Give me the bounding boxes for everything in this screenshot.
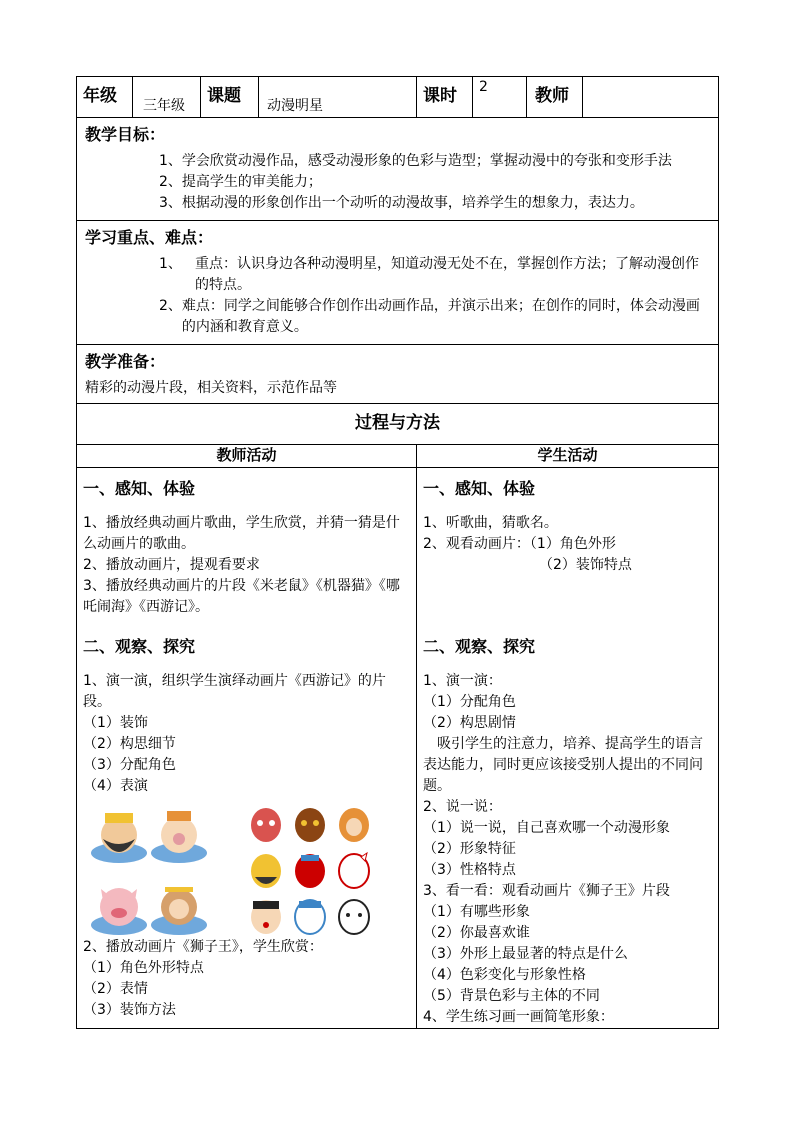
goal-item: 1、 学会欣赏动漫作品，感受动漫形象的色彩与造型；掌握动漫中的夸张和变形手法 bbox=[159, 153, 672, 169]
goal-item: 2、 提高学生的审美能力； bbox=[159, 174, 322, 190]
student-col-header: 学生活动 bbox=[417, 445, 719, 468]
student-activities bbox=[417, 468, 718, 1028]
mask-icon bbox=[335, 897, 373, 935]
student-s2-line: （2）构思剧情 bbox=[423, 715, 516, 731]
mask-icon bbox=[149, 877, 209, 937]
student-s2-line: （5）背景色彩与主体的不同 bbox=[423, 988, 600, 1004]
student-s2-line: （1）有哪些形象 bbox=[423, 904, 530, 920]
teacher-s2-title: 二、观察、探究 bbox=[83, 637, 196, 656]
mask-icon bbox=[89, 877, 149, 937]
keypoints-row bbox=[77, 221, 719, 345]
lesson-plan bbox=[76, 76, 718, 1029]
mask-icon bbox=[335, 851, 373, 889]
student-s1-title: 一、感知、体验 bbox=[423, 479, 536, 498]
topic-label: 课题 bbox=[201, 77, 259, 118]
teacher-s1-title: 一、感知、体验 bbox=[83, 479, 196, 498]
teacher-s1-line: 3、播放经典动画片的片段《米老鼠》《机器猫》《哪吒闹海》《西游记》。 bbox=[83, 578, 400, 615]
teacher-s2-line: （4）表演 bbox=[83, 778, 148, 794]
mask-icon bbox=[149, 805, 209, 865]
lesson-plan-table bbox=[76, 76, 719, 1029]
goal-item: 3、 根据动漫的形象创作出一个动听的动漫故事，培养学生的想象力，表达力。 bbox=[159, 195, 644, 211]
student-s2-line: （1）分配角色 bbox=[423, 694, 516, 710]
teacher-s2-line: （3）分配角色 bbox=[83, 757, 176, 773]
teacher-col-header: 教师活动 bbox=[77, 445, 417, 468]
student-s2-line: 3、看一看：观看动画片《狮子王》片段 bbox=[423, 883, 670, 899]
student-s2-line: （1）说一说，自己喜欢哪一个动漫形象 bbox=[423, 820, 670, 836]
keypoint-item: 1、 重点：认识身边各种动漫明星，知道动漫无处不在，掌握创作方法；了解动漫创作的特点。 bbox=[159, 256, 699, 293]
student-s2-line: （2）你最喜欢谁 bbox=[423, 925, 530, 941]
student-s2-title: 二、观察、探究 bbox=[423, 637, 536, 656]
goals-list bbox=[77, 151, 718, 214]
mask-icon bbox=[247, 851, 285, 889]
teacher-s2-line: （1）装饰 bbox=[83, 715, 148, 731]
journey-west-masks bbox=[89, 805, 209, 935]
prep-title: 教学准备： bbox=[85, 352, 166, 371]
student-s2-line: （2）形象特征 bbox=[423, 841, 516, 857]
mask-icon bbox=[247, 897, 285, 935]
prep-text: 精彩的动漫片段，相关资料，示范作品等 bbox=[85, 380, 337, 396]
teacher-label: 教师 bbox=[527, 77, 583, 118]
teacher-s1-line: 2、播放动画片，提观看要求 bbox=[83, 557, 260, 573]
header-row bbox=[77, 77, 719, 118]
mask-icon bbox=[335, 805, 373, 843]
hours-value: 2 bbox=[473, 77, 527, 118]
mask-icon bbox=[89, 805, 149, 865]
keypoints-list bbox=[77, 254, 718, 338]
teacher-s3-line: （3）装饰方法 bbox=[83, 1002, 176, 1018]
mask-icon bbox=[291, 805, 329, 843]
student-s1-line: （2）装饰特点 bbox=[539, 557, 632, 573]
student-s2-line: 吸引学生的注意力，培养、提高学生的语言表达能力，同时更应该接受别人提出的不同问题。 bbox=[423, 736, 703, 794]
process-row bbox=[77, 404, 719, 445]
character-faces-image bbox=[89, 805, 410, 935]
student-s2-line: （3）外形上最显著的特点是什么 bbox=[423, 946, 628, 962]
student-s2-line: （3）性格特点 bbox=[423, 862, 516, 878]
goals-title: 教学目标： bbox=[85, 125, 166, 144]
teacher-s3-line: 2、播放动画片《狮子王》，学生欣赏： bbox=[83, 939, 323, 955]
grade-label: 年级 bbox=[77, 77, 133, 118]
activity-header-row bbox=[77, 445, 719, 468]
mask-icon bbox=[291, 897, 329, 935]
student-s2-line: 2、说一说： bbox=[423, 799, 502, 815]
student-s2-line: （4）色彩变化与形象性格 bbox=[423, 967, 586, 983]
student-s2-line: 4、学生练习画一画简笔形象： bbox=[423, 1009, 614, 1025]
teacher-s3-line: （2）表情 bbox=[83, 981, 148, 997]
teacher-s3-line: （1）角色外形特点 bbox=[83, 960, 204, 976]
process-title: 过程与方法 bbox=[355, 413, 440, 433]
student-s1-line: 1、听歌曲，猜歌名。 bbox=[423, 515, 558, 531]
student-s1-line: 2、观看动画片：（1）角色外形 bbox=[423, 536, 616, 552]
student-s2-line: 1、演一演： bbox=[423, 673, 502, 689]
teacher-s1-line: 1、播放经典动画片歌曲，学生欣赏，并猜一猜是什么动画片的歌曲。 bbox=[83, 515, 400, 552]
keypoints-title: 学习重点、难点： bbox=[85, 228, 214, 247]
prep-row bbox=[77, 345, 719, 404]
teacher-value bbox=[583, 77, 719, 118]
teacher-s2-line: 1、演一演，组织学生演绎动画片《西游记》的片段。 bbox=[83, 673, 386, 710]
mask-icon bbox=[291, 851, 329, 889]
hours-label: 课时 bbox=[417, 77, 473, 118]
mask-icon bbox=[247, 805, 285, 843]
opera-masks bbox=[247, 805, 375, 935]
grade-value: 三年级 bbox=[133, 77, 201, 118]
teacher-activities bbox=[77, 468, 416, 1021]
topic-value: 动漫明星 bbox=[259, 77, 417, 118]
keypoint-item: 2、 难点：同学之间能够合作创作出动画作品，并演示出来；在创作的同时，体会动漫画的内涵和教育意义。 bbox=[159, 298, 700, 335]
teacher-s2-line: （2）构思细节 bbox=[83, 736, 176, 752]
activity-row bbox=[77, 468, 719, 1029]
goals-row bbox=[77, 118, 719, 221]
